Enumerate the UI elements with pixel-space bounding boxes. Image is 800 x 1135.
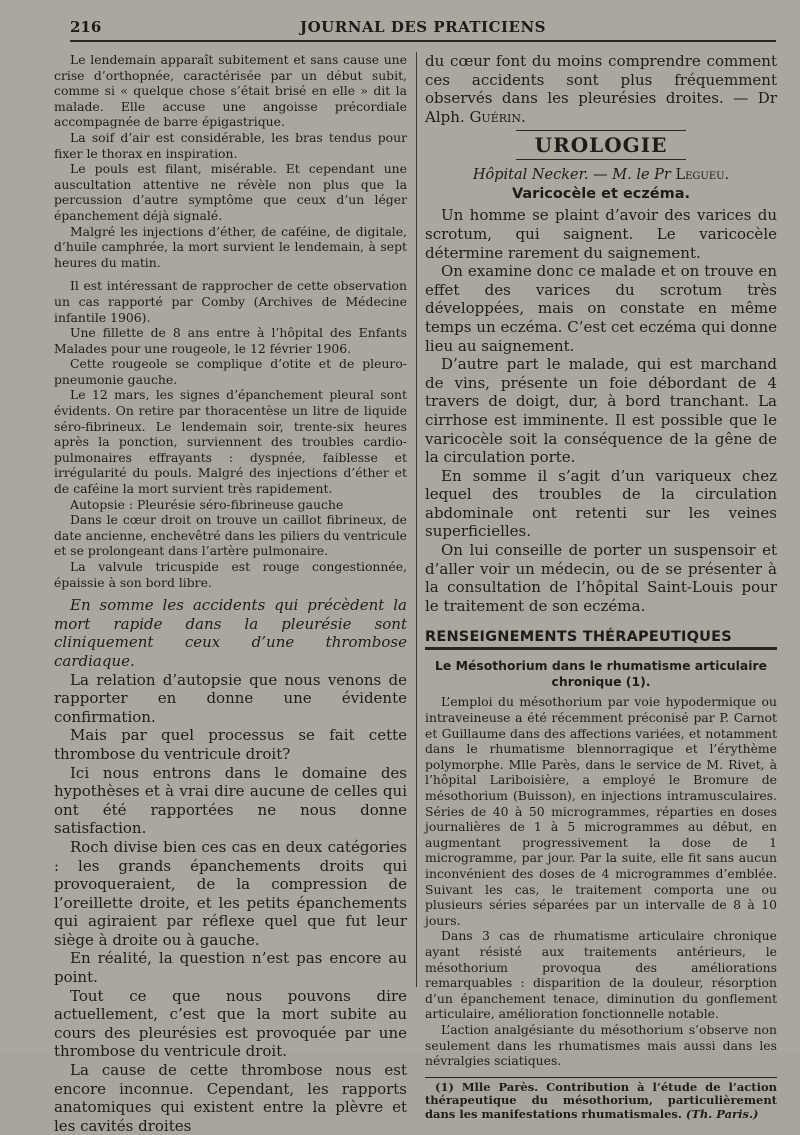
journal-title: JOURNAL DES PRATICIENS — [300, 18, 546, 36]
page-number: 216 — [70, 18, 102, 36]
hospital-line — [425, 166, 777, 184]
article-title: Le Mésothorium dans le rhumatisme articulaire chronique (1). — [435, 658, 767, 690]
footnote-text — [425, 1081, 777, 1122]
paragraph: Mais par quel processus se fait cette thrombose du ventricule droit? — [54, 726, 407, 763]
paragraph: En somme il s’agit d’un variqueux chez lequel des troubles de la circulation abdominale ont retenti sur les veines superficielles. — [425, 466, 777, 541]
conclusion-paragraph: En somme les accidents qui précèdent la mort rapide dans la pleurésie sont cliniquement ceux d’une thrombose cardiaque. — [54, 596, 407, 670]
paragraph: D’autre part le malade, qui est marchand de vins, présente un foie débordant de 4 travers de doigt, dur, à bord tranchant. La cirrhose est imminente. Il est possible que le varicocèle soit la conséquence de la gêne de la circulation porte. — [425, 355, 777, 467]
paragraph: La valvule tricuspide est rouge congestionnée, épaissie à son bord libre. — [54, 559, 407, 590]
author-signature-name: Guérin. — [469, 107, 526, 126]
paragraph: L’action analgésiante du mésothorium s’observe non seulement dans les rhumatismes mais aussi dans les névralgies sciatiques. — [425, 1021, 777, 1069]
paragraph: Le 12 mars, les signes d’épanchement pleural sont évidents. On retire par thoracentèse un litre de liquide séro-fibrineux. Le lendemain soir, trente-six heures après la ponction, surviennent des troubles cardio-pulmonaires effrayants : dyspnée, faiblesse et irrégularité du pouls. Malgré des injections d’éther et de caféine la mort survient très rapidement. — [54, 387, 407, 497]
paragraph: La relation d’autopsie que nous venons de rapporter en donne une évidente confirmation. — [54, 670, 407, 726]
paragraph: Roch divise bien ces cas en deux catégories : les grands épanchements droits qui provoqueraient, de la compression de l’oreillette droite, et les petits épanchements qui agiraient par réflexe quel que fut leur siège à droite ou à gauche. — [54, 837, 407, 949]
paragraph: Le lendemain apparaît subitement et sans cause une crise d’orthopnée, caractérisée par un début subit, comme si « quelque chose s’était brisé en elle » dit la malade. Elle accuse une angoisse précordiale accompagnée de barre épigastrique. — [54, 52, 407, 130]
paragraph: Tout ce que nous pouvons dire actuellement, c’est que la mort subite au cours des pleurésies est provoquée par une thrombose du ventricule droit. — [54, 986, 407, 1061]
paragraph: On examine donc ce malade et on trouve en effet des varices du scrotum très développées, mais on constate en même temps un eczéma. C’est cet eczéma qui donne lieu au saignement. — [425, 262, 777, 355]
footnote-body: (1) Mlle Parès. Contribution à l’étude de l’action thérapeutique du mésothorium, particulièrement dans les manifestations rhumatismales. — [425, 1079, 777, 1121]
paragraph: Dans 3 cas de rhumatisme articulaire chronique ayant résisté aux traitements antérieurs, le mésothorium provoqua des améliorations remarquables : disparition de la douleur, résorption d’un épanchement tenace, diminution du gonflement articulaire, amélioration fonctionnelle notable. — [425, 928, 777, 1022]
paragraph — [425, 52, 777, 126]
paragraph: La cause de cette thrombose nous est encore inconnue. Cependant, les rapports anatomiques qui existent entre la plèvre et les cavités droites — [54, 1061, 407, 1135]
paragraph: Dans le cœur droit on trouve un caillot fibrineux, de date ancienne, enchevêtré dans les piliers du ventricule et se prolongeant dans l’artère pulmonaire. — [54, 512, 407, 559]
footnote — [425, 1077, 777, 1122]
paragraph: Un homme se plaint d’avoir des varices du scrotum, qui saignent. Le varicocèle détermine rarement du saignement. — [425, 206, 777, 262]
paragraph: En réalité, la question n’est pas encore au point. — [54, 949, 407, 987]
paragraph: Ici nous entrons dans le domaine des hypothèses et à vrai dire aucune de celles qui ont été rapportées ne nous donne satisfaction. — [54, 763, 407, 838]
footnote-source: (Th. Paris.) — [685, 1106, 759, 1121]
professor-name: Legueu. — [675, 167, 730, 184]
paragraph: Il est intéressant de rapprocher de cette observation un cas rapporté par Comby (Archives de Médecine infantile 1906). — [54, 278, 407, 325]
page-header — [70, 14, 776, 42]
paragraph: La soif d’air est considérable, les bras tendus pour fixer le thorax en inspiration. — [54, 129, 407, 161]
section-title-urologie: UROLOGIE — [516, 130, 686, 160]
paragraph: Cette rougeole se complique d’otite et de pleuro-pneumonie gauche. — [54, 356, 407, 387]
paragraph: Le pouls est filant, misérable. Et cependant une auscultation attentive ne révèle non plus que la percussion d’autre symptôme que ceux d’un léger épanchement déjà signalé. — [54, 161, 407, 223]
case-title: Varicocèle et eczéma. — [511, 186, 691, 203]
right-column — [425, 52, 777, 1121]
paragraph: L’emploi du mésothorium par voie hypodermique ou intraveineuse a été récemment préconisé par P. Carnot et Guillaume dans des affections variées, et notamment dans le rhumatisme blennorragique et l’érythème polymorphe. Mlle Parès, dans le service de M. Rivet, à l’hôpital Lariboisière, a employé le Bromure de mésothorium (Buisson), en injections intramusculaires. Séries de 40 à 50 microgrammes, réparties en doses journalières de 1 à 5 microgrammes au début, en augmentant progressivement la dose de 1 microgramme, par jour. Par la suite, elle fit sans aucun inconvénient des doses de 4 microgrammes d’emblée. Suivant les cas, le traitement comporta une ou plusieurs séries séparées par un intervalle de 8 à 10 jours. — [425, 694, 777, 928]
left-column — [54, 52, 407, 1135]
paragraph-text: du cœur font du moins comprendre comment ces accidents sont plus fréquemment observés dans les pleurésies droites. — [425, 52, 777, 108]
hospital-name: Hôpital Necker. — M. le Pr — [472, 167, 671, 184]
author-signature-prefix: — Dr Alph. — [425, 89, 777, 126]
paragraph: Malgré les injections d’éther, de caféine, de digitale, d’huile camphrée, la mort survient le lendemain, à sept heures du matin. — [54, 223, 407, 270]
section-title-renseignements: RENSEIGNEMENTS THÉRAPEUTIQUES — [425, 629, 777, 650]
paragraph: On lui conseille de porter un suspensoir et d’aller voir un médecin, ou de se présenter à la consultation de l’hôpital Saint-Louis pour le traitement de son eczéma. — [425, 541, 777, 615]
paragraph: Autopsie : Pleurésie séro-fibrineuse gauche — [70, 496, 344, 512]
column-divider — [416, 52, 417, 987]
paragraph: Une fillette de 8 ans entre à l’hôpital des Enfants Malades pour une rougeole, le 12 février 1906. — [54, 325, 407, 356]
